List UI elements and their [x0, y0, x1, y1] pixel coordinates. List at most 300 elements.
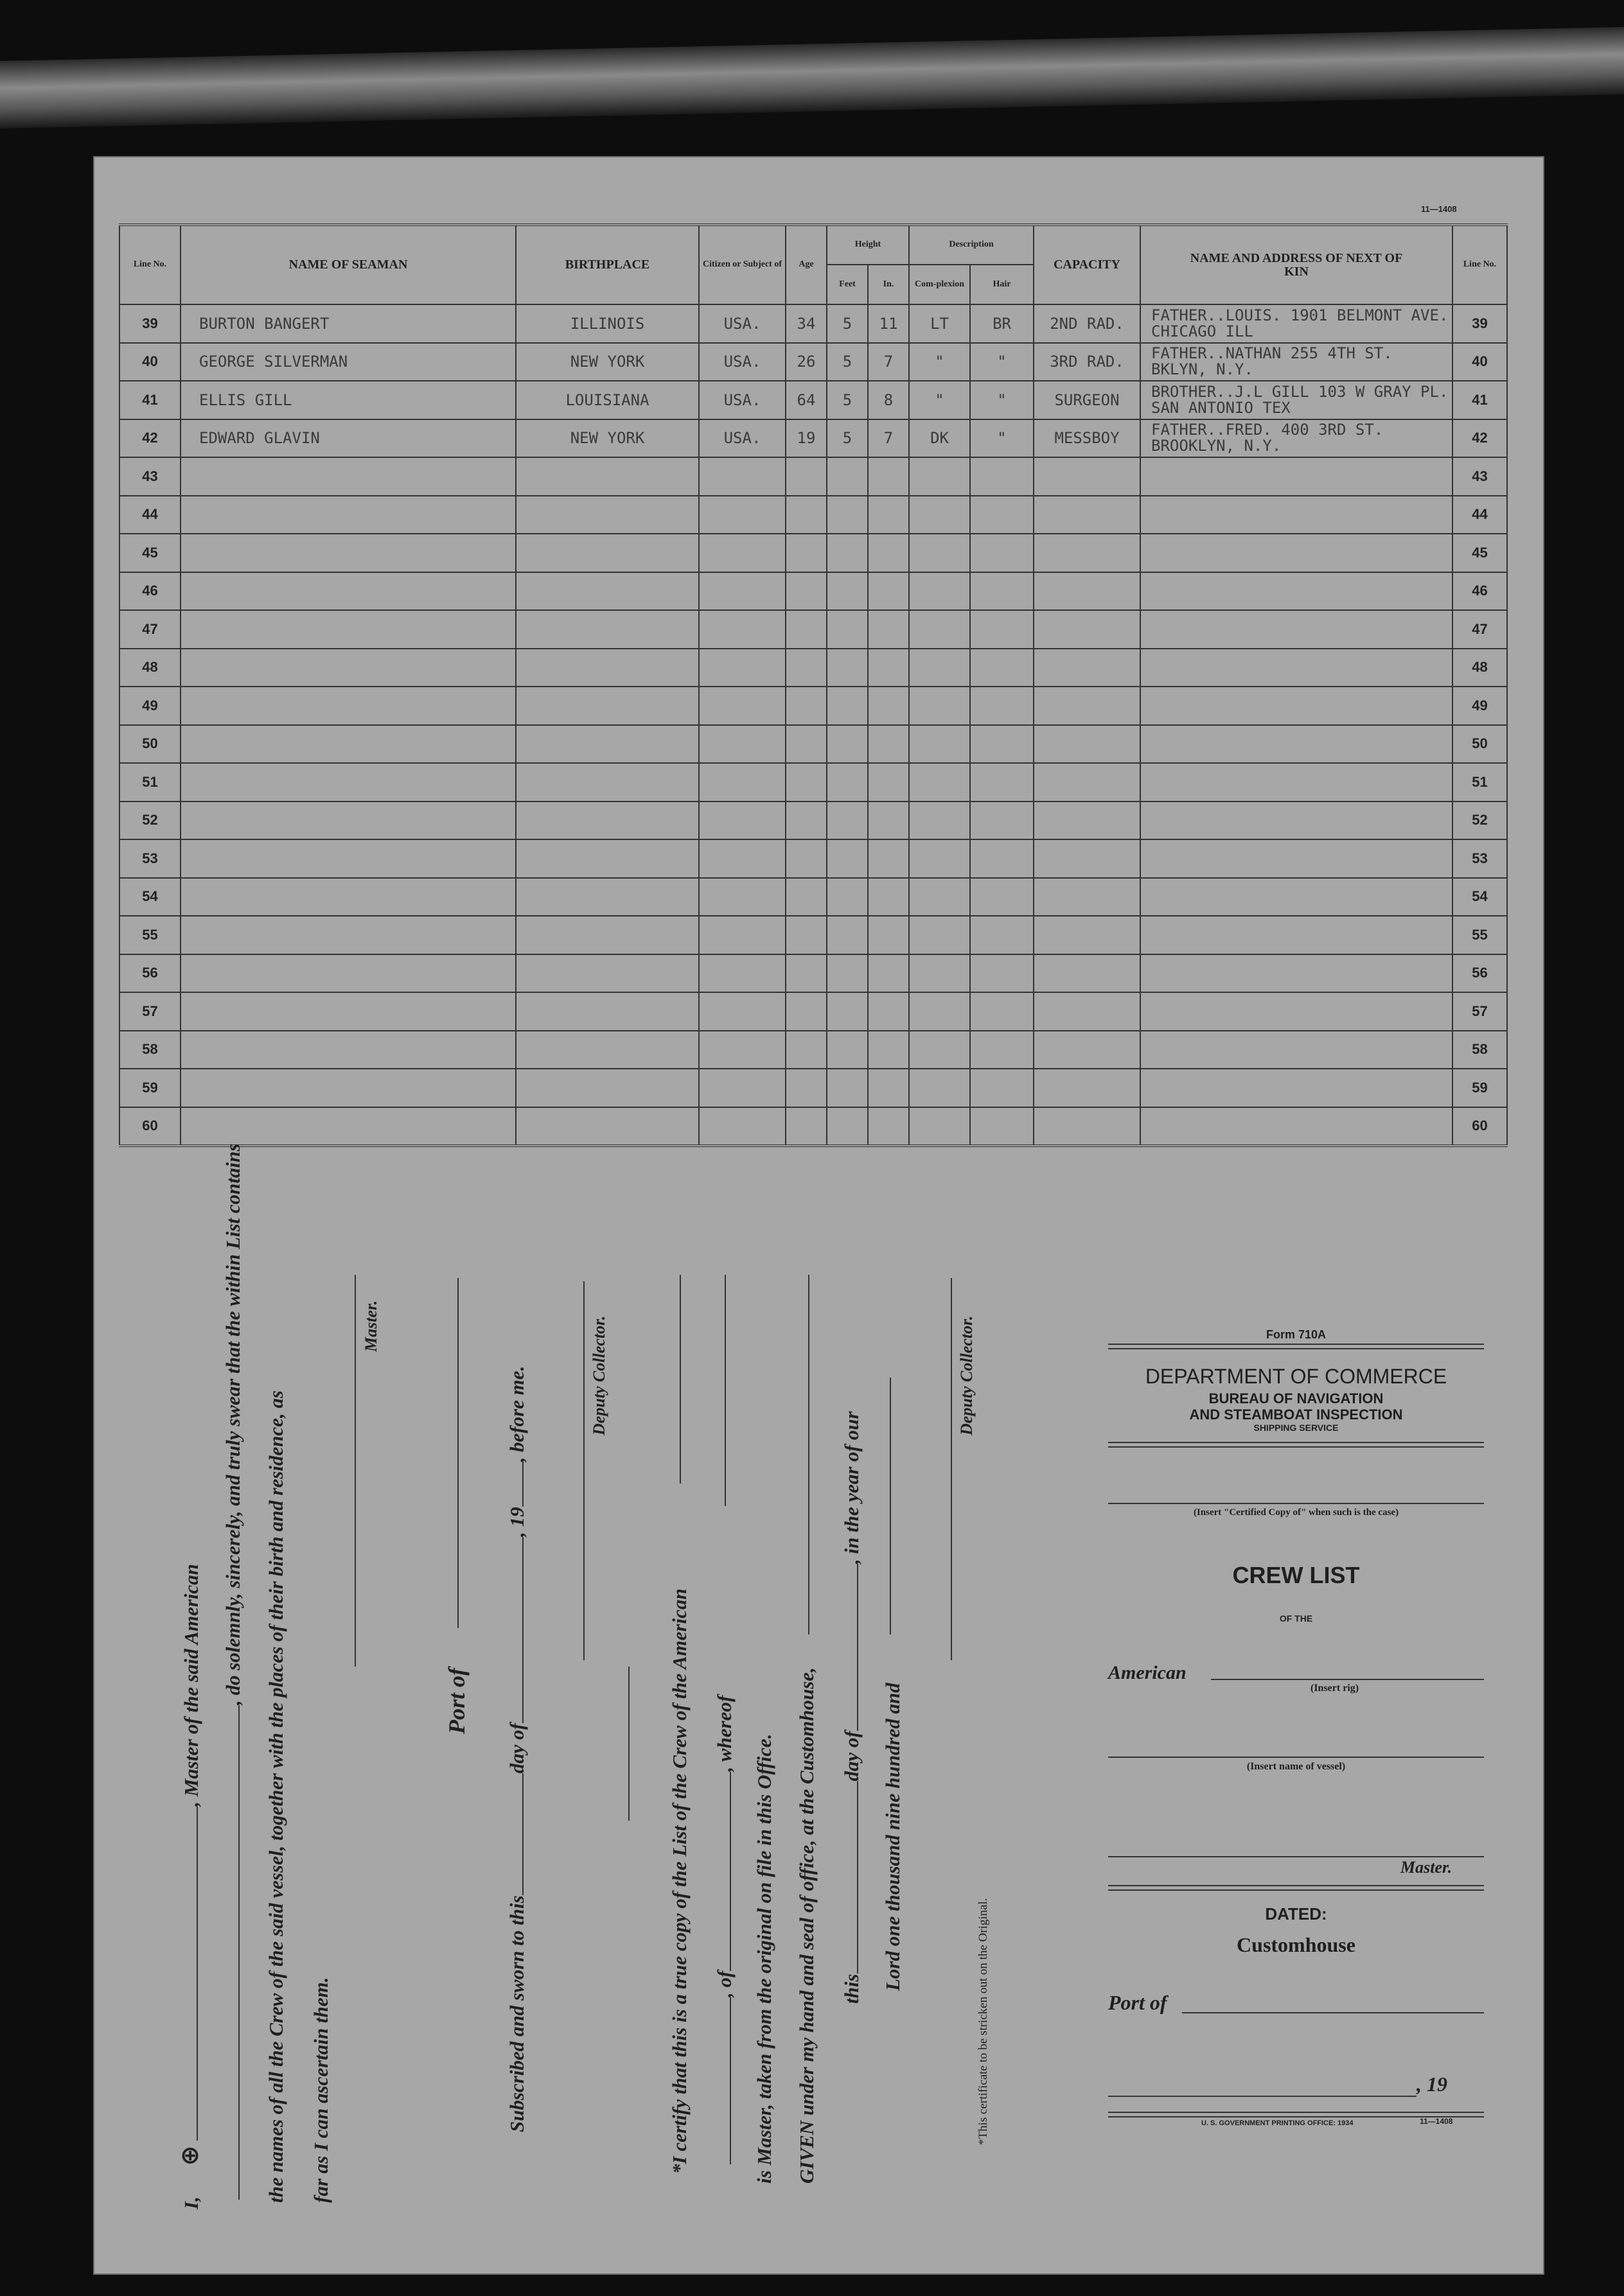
next-of-kin-cell	[1140, 802, 1452, 840]
panel-vessel-line	[1108, 1757, 1484, 1758]
citizen-cell	[699, 534, 786, 572]
line-number-cell: 54	[119, 878, 181, 916]
complexion-cell: "	[909, 343, 970, 381]
capacity-cell	[1034, 916, 1140, 954]
complexion-cell	[909, 916, 970, 954]
table-row	[119, 839, 1507, 878]
age-cell: 19	[786, 419, 827, 458]
line-number-cell: 46	[119, 572, 181, 611]
next-of-kin-cell	[1140, 457, 1452, 496]
oath-swear-text: , do solemnly, sincerely, and truly swear that the within List contains	[222, 1143, 244, 1705]
complexion-cell	[909, 839, 970, 878]
certificate-line-1: *I certify that this is a true copy of the List of the Crew of the American	[668, 1588, 691, 2174]
table-row	[119, 687, 1507, 725]
certificate-footnote: *This certificate to be stricken out on the Original.	[976, 1898, 990, 2145]
hair-cell	[970, 1107, 1034, 1146]
seaman-name-cell	[181, 496, 516, 534]
oath-port-of: Port of	[444, 1668, 470, 1734]
age-cell	[786, 610, 827, 649]
panel-insert-certified: (Insert "Certified Copy of" when such is the case)	[1193, 1507, 1399, 1518]
hair-cell	[970, 457, 1034, 496]
table-row	[119, 1031, 1507, 1069]
citizen-cell	[699, 457, 786, 496]
seaman-name-cell	[181, 878, 516, 916]
height-inches-cell: 8	[868, 381, 909, 419]
birthplace-cell	[516, 763, 699, 802]
header-citizen: Citizen or Subject of	[699, 225, 786, 304]
seaman-name-cell: ELLIS GILL	[181, 381, 516, 419]
panel-dept: DEPARTMENT OF COMMERCE	[1145, 1365, 1447, 1388]
capacity-cell	[1034, 878, 1140, 916]
height-feet-cell	[827, 1107, 868, 1146]
certificate-whereof: , whereof	[713, 1695, 736, 1772]
seaman-name-cell	[181, 534, 516, 572]
line-number-cell: 58	[1452, 1031, 1507, 1069]
age-cell	[786, 802, 827, 840]
citizen-cell	[699, 839, 786, 878]
height-inches-cell: 7	[868, 419, 909, 458]
citizen-cell	[699, 1107, 786, 1146]
birthplace-cell	[516, 1069, 699, 1107]
panel-rule-top	[1108, 1344, 1484, 1349]
panel-dated: DATED:	[1265, 1904, 1327, 1924]
age-cell	[786, 1107, 827, 1146]
birthplace-cell	[516, 610, 699, 649]
next-of-kin-cell: FATHER..LOUIS. 1901 BELMONT AVE. CHICAGO ILL	[1140, 304, 1452, 343]
table-row	[119, 878, 1507, 916]
next-of-kin-cell	[1140, 687, 1452, 725]
next-of-kin-cell	[1140, 878, 1452, 916]
line-number-cell: 55	[119, 916, 181, 954]
hair-cell: BR	[970, 304, 1034, 343]
hair-cell	[970, 839, 1034, 878]
height-inches-cell	[868, 496, 909, 534]
height-feet-cell	[827, 687, 868, 725]
line-number-cell: 46	[1452, 572, 1507, 611]
age-cell	[786, 1069, 827, 1107]
panel-bureau-2: AND STEAMBOAT INSPECTION	[1189, 1407, 1403, 1423]
citizen-cell	[699, 1031, 786, 1069]
capacity-cell	[1034, 457, 1140, 496]
age-cell	[786, 534, 827, 572]
capacity-cell	[1034, 763, 1140, 802]
customhouse-line	[808, 1275, 809, 1634]
panel-rule-2	[1108, 1442, 1484, 1448]
table-row	[119, 916, 1507, 954]
seaman-name-cell	[181, 610, 516, 649]
capacity-cell	[1034, 725, 1140, 764]
complexion-cell	[909, 1031, 970, 1069]
age-cell	[786, 916, 827, 954]
capacity-cell: 3RD RAD.	[1034, 343, 1140, 381]
citizen-cell	[699, 802, 786, 840]
panel-insert-rig: (Insert rig)	[1311, 1683, 1359, 1694]
table-row	[119, 1069, 1507, 1107]
header-age: Age	[786, 225, 827, 304]
height-inches-cell: 7	[868, 343, 909, 381]
header-capacity: CAPACITY	[1034, 225, 1140, 304]
table-row	[119, 610, 1507, 649]
master-signature-line	[355, 1275, 356, 1667]
line-number-cell: 42	[119, 419, 181, 458]
height-feet-cell: 5	[827, 343, 868, 381]
hair-cell	[970, 687, 1034, 725]
complexion-cell	[909, 457, 970, 496]
deputy-collector-line-1	[583, 1281, 585, 1660]
capacity-cell	[1034, 687, 1140, 725]
hair-cell: "	[970, 381, 1034, 419]
height-inches-cell	[868, 725, 909, 764]
complexion-cell	[909, 878, 970, 916]
citizen-cell	[699, 878, 786, 916]
complexion-cell: "	[909, 381, 970, 419]
seaman-name-cell	[181, 572, 516, 611]
birthplace-cell	[516, 878, 699, 916]
line-number-cell: 59	[1452, 1069, 1507, 1107]
seaman-name-cell	[181, 916, 516, 954]
next-of-kin-cell	[1140, 916, 1452, 954]
panel-american: American	[1108, 1662, 1187, 1683]
separator-line	[628, 1667, 630, 1821]
height-inches-cell	[868, 457, 909, 496]
capacity-cell: SURGEON	[1034, 381, 1140, 419]
next-of-kin-cell	[1140, 496, 1452, 534]
line-number-cell: 42	[1452, 419, 1507, 458]
citizen-cell	[699, 572, 786, 611]
complexion-cell	[909, 802, 970, 840]
citizen-cell	[699, 649, 786, 687]
seaman-name-cell: BURTON BANGERT	[181, 304, 516, 343]
height-inches-cell	[868, 916, 909, 954]
birthplace-cell	[516, 457, 699, 496]
table-row	[119, 802, 1507, 840]
complexion-cell	[909, 649, 970, 687]
complexion-cell	[909, 496, 970, 534]
next-of-kin-cell: FATHER..NATHAN 255 4TH ST. BKLYN, N.Y.	[1140, 343, 1452, 381]
header-feet: Feet	[827, 265, 868, 304]
height-inches-cell	[868, 1069, 909, 1107]
height-feet-cell	[827, 649, 868, 687]
line-number-cell: 53	[1452, 839, 1507, 878]
panel-rule-3	[1108, 1885, 1484, 1891]
seaman-name-cell	[181, 1107, 516, 1146]
capacity-cell	[1034, 954, 1140, 993]
complexion-cell	[909, 992, 970, 1031]
height-inches-cell	[868, 992, 909, 1031]
complexion-cell	[909, 763, 970, 802]
certificate-year-of-our: , in the year of our	[840, 1411, 863, 1564]
complexion-cell	[909, 610, 970, 649]
age-cell	[786, 572, 827, 611]
crew-table	[119, 223, 1508, 1147]
next-of-kin-cell: BROTHER..J.L GILL 103 W GRAY PL. SAN ANTONIO TEX	[1140, 381, 1452, 419]
birthplace-cell	[516, 572, 699, 611]
hair-cell: "	[970, 419, 1034, 458]
age-cell	[786, 725, 827, 764]
subscribed-before-me: , before me.	[506, 1365, 528, 1462]
hair-cell	[970, 649, 1034, 687]
header-height: Height	[827, 225, 909, 265]
line-number-cell: 39	[1452, 304, 1507, 343]
citizen-cell	[699, 916, 786, 954]
table-row	[119, 763, 1507, 802]
certificate-deputy-collector: Deputy Collector.	[957, 1315, 976, 1435]
height-inches-cell	[868, 1107, 909, 1146]
panel-printing-office: U. S. GOVERNMENT PRINTING OFFICE: 1934	[1201, 2119, 1354, 2127]
hair-cell	[970, 1031, 1034, 1069]
age-cell	[786, 649, 827, 687]
birthplace-cell	[516, 802, 699, 840]
height-feet-cell	[827, 992, 868, 1031]
age-cell: 34	[786, 304, 827, 343]
line-number-cell: 56	[1452, 954, 1507, 993]
next-of-kin-cell	[1140, 992, 1452, 1031]
header-inches: In.	[868, 265, 909, 304]
certificate-this: this	[840, 1974, 863, 2004]
height-inches-cell	[868, 687, 909, 725]
height-inches-cell	[868, 649, 909, 687]
height-inches-cell	[868, 572, 909, 611]
seaman-name-cell	[181, 839, 516, 878]
line-number-cell: 48	[119, 649, 181, 687]
seaman-name-cell	[181, 763, 516, 802]
birthplace-cell	[516, 954, 699, 993]
certificate-line-5	[839, 1411, 863, 2004]
age-cell	[786, 839, 827, 878]
line-number-cell: 44	[1452, 496, 1507, 534]
next-of-kin-cell	[1140, 649, 1452, 687]
table-row	[119, 649, 1507, 687]
seaman-name-cell	[181, 649, 516, 687]
oath-master-of: , Master of the said American	[180, 1564, 202, 1807]
hair-cell	[970, 725, 1034, 764]
hair-cell	[970, 610, 1034, 649]
certificate-day-of: day of	[840, 1731, 863, 1782]
height-inches-cell: 11	[868, 304, 909, 343]
seaman-name-cell	[181, 954, 516, 993]
capacity-cell	[1034, 839, 1140, 878]
line-number-cell: 49	[119, 687, 181, 725]
age-cell	[786, 763, 827, 802]
age-cell: 64	[786, 381, 827, 419]
certificate-line-2	[712, 1696, 736, 2164]
seaman-name-cell	[181, 1031, 516, 1069]
capacity-cell: 2ND RAD.	[1034, 304, 1140, 343]
panel-rig-line	[1211, 1679, 1484, 1680]
complexion-cell	[909, 572, 970, 611]
next-of-kin-cell	[1140, 1107, 1452, 1146]
table-row	[119, 992, 1507, 1031]
deputy-collector-line-2	[951, 1278, 952, 1660]
line-number-cell: 60	[119, 1107, 181, 1146]
complexion-cell	[909, 534, 970, 572]
citizen-cell	[699, 725, 786, 764]
height-inches-cell	[868, 610, 909, 649]
birthplace-cell	[516, 496, 699, 534]
hair-cell	[970, 496, 1034, 534]
birthplace-cell	[516, 992, 699, 1031]
line-number-cell: 43	[119, 457, 181, 496]
line-number-cell: 41	[1452, 381, 1507, 419]
oath-deputy-collector: Deputy Collector.	[590, 1315, 608, 1435]
height-feet-cell	[827, 916, 868, 954]
next-of-kin-cell	[1140, 1031, 1452, 1069]
panel-port-line	[1182, 2012, 1484, 2013]
height-inches-cell	[868, 954, 909, 993]
line-number-cell: 43	[1452, 457, 1507, 496]
seaman-name-cell	[181, 992, 516, 1031]
header-hair: Hair	[970, 265, 1034, 304]
birthplace-cell	[516, 649, 699, 687]
oath-line-3: the names of all the Crew of the said vessel, together with the places of their birth and residence, as	[265, 1390, 287, 2203]
panel-bureau-1: BUREAU OF NAVIGATION	[1208, 1390, 1384, 1407]
line-number-cell: 40	[119, 343, 181, 381]
complexion-cell	[909, 687, 970, 725]
capacity-cell	[1034, 496, 1140, 534]
certificate-top-line	[680, 1275, 681, 1484]
header-birthplace: BIRTHPLACE	[516, 225, 699, 304]
capacity-cell	[1034, 802, 1140, 840]
panel-crew-list: CREW LIST	[1232, 1562, 1360, 1588]
height-feet-cell	[827, 1069, 868, 1107]
line-number-cell: 59	[119, 1069, 181, 1107]
citizen-cell	[699, 954, 786, 993]
line-number-cell: 41	[119, 381, 181, 419]
age-cell	[786, 878, 827, 916]
line-number-cell: 56	[119, 954, 181, 993]
subscribed-text: Subscribed and sworn to this	[506, 1895, 528, 2132]
line-number-cell: 55	[1452, 916, 1507, 954]
panel-year: , 19	[1417, 2073, 1447, 2096]
height-feet-cell	[827, 457, 868, 496]
height-feet-cell: 5	[827, 304, 868, 343]
line-number-cell: 57	[119, 992, 181, 1031]
port-line	[457, 1278, 459, 1628]
capacity-cell	[1034, 992, 1140, 1031]
line-number-cell: 49	[1452, 687, 1507, 725]
capacity-cell	[1034, 572, 1140, 611]
panel-master: Master.	[1400, 1858, 1452, 1877]
height-feet-cell	[827, 1031, 868, 1069]
table-row	[119, 381, 1507, 419]
citizen-cell	[699, 687, 786, 725]
panel-port-of: Port of	[1108, 1991, 1167, 2014]
table-row	[119, 534, 1507, 572]
table-row	[119, 954, 1507, 993]
seaman-name-cell	[181, 457, 516, 496]
seaman-name-cell	[181, 802, 516, 840]
panel-of-the: OF THE	[1279, 1613, 1313, 1624]
capacity-cell	[1034, 1031, 1140, 1069]
next-of-kin-cell	[1140, 839, 1452, 878]
birthplace-cell: LOUISIANA	[516, 381, 699, 419]
citizen-cell	[699, 1069, 786, 1107]
seaman-name-cell: GEORGE SILVERMAN	[181, 343, 516, 381]
age-cell	[786, 1031, 827, 1069]
line-number-cell: 47	[119, 610, 181, 649]
header-description: Description	[909, 225, 1034, 265]
citizen-cell: USA.	[699, 381, 786, 419]
height-inches-cell	[868, 534, 909, 572]
oath-master-label: Master.	[362, 1300, 380, 1352]
birthplace-cell	[516, 916, 699, 954]
hair-cell	[970, 992, 1034, 1031]
handwritten-mark: ⊕	[175, 2145, 204, 2166]
capacity-cell: MESSBOY	[1034, 419, 1140, 458]
scanner-background-strip	[0, 27, 1624, 128]
capacity-cell	[1034, 1107, 1140, 1146]
birthplace-cell	[516, 1031, 699, 1069]
age-cell	[786, 687, 827, 725]
height-feet-cell	[827, 802, 868, 840]
height-feet-cell	[827, 954, 868, 993]
header-next-of-kin: NAME AND ADDRESS OF NEXT OF KIN	[1140, 225, 1452, 304]
birthplace-cell	[516, 839, 699, 878]
birthplace-cell: NEW YORK	[516, 419, 699, 458]
age-cell	[786, 496, 827, 534]
seaman-name-cell: EDWARD GLAVIN	[181, 419, 516, 458]
certificate-line-3: is Master, taken from the original on file in this Office.	[753, 1733, 775, 2184]
line-number-cell: 53	[119, 839, 181, 878]
panel-insert-vessel: (Insert name of vessel)	[1246, 1761, 1346, 1772]
citizen-cell	[699, 992, 786, 1031]
table-row	[119, 1107, 1507, 1146]
line-number-cell: 45	[119, 534, 181, 572]
next-of-kin-cell	[1140, 534, 1452, 572]
complexion-cell	[909, 1069, 970, 1107]
height-feet-cell: 5	[827, 381, 868, 419]
line-number-cell: 57	[1452, 992, 1507, 1031]
birthplace-cell: ILLINOIS	[516, 304, 699, 343]
panel-shipping-service: SHIPPING SERVICE	[1253, 1423, 1339, 1433]
hair-cell	[970, 878, 1034, 916]
table-row	[119, 725, 1507, 764]
complexion-cell	[909, 725, 970, 764]
header-line-no-right: Line No.	[1452, 225, 1507, 304]
table-row	[119, 572, 1507, 611]
seaman-name-cell	[181, 725, 516, 764]
line-number-cell: 48	[1452, 649, 1507, 687]
complexion-cell	[909, 1107, 970, 1146]
height-feet-cell	[827, 839, 868, 878]
hair-cell	[970, 534, 1034, 572]
line-number-cell: 52	[119, 802, 181, 840]
oath-i: I,	[180, 2196, 202, 2209]
oath-line-2	[220, 1144, 245, 2200]
height-feet-cell	[827, 534, 868, 572]
capacity-cell	[1034, 610, 1140, 649]
hair-cell	[970, 916, 1034, 954]
age-cell: 26	[786, 343, 827, 381]
panel-form-code: 11—1408	[1420, 2117, 1453, 2126]
next-of-kin-cell	[1140, 1069, 1452, 1107]
line-number-cell: 50	[1452, 725, 1507, 764]
oath-line-1	[175, 1564, 204, 2209]
height-inches-cell	[868, 802, 909, 840]
citizen-cell	[699, 763, 786, 802]
next-of-kin-cell	[1140, 610, 1452, 649]
seaman-name-cell	[181, 687, 516, 725]
next-of-kin-cell	[1140, 725, 1452, 764]
seaman-name-cell	[181, 1069, 516, 1107]
next-of-kin-cell	[1140, 954, 1452, 993]
complexion-cell: LT	[909, 304, 970, 343]
age-cell	[786, 992, 827, 1031]
height-feet-cell: 5	[827, 419, 868, 458]
header-name: NAME OF SEAMAN	[181, 225, 516, 304]
oath-line-4: far as I can ascertain them.	[310, 1977, 332, 2203]
line-number-cell: 39	[119, 304, 181, 343]
